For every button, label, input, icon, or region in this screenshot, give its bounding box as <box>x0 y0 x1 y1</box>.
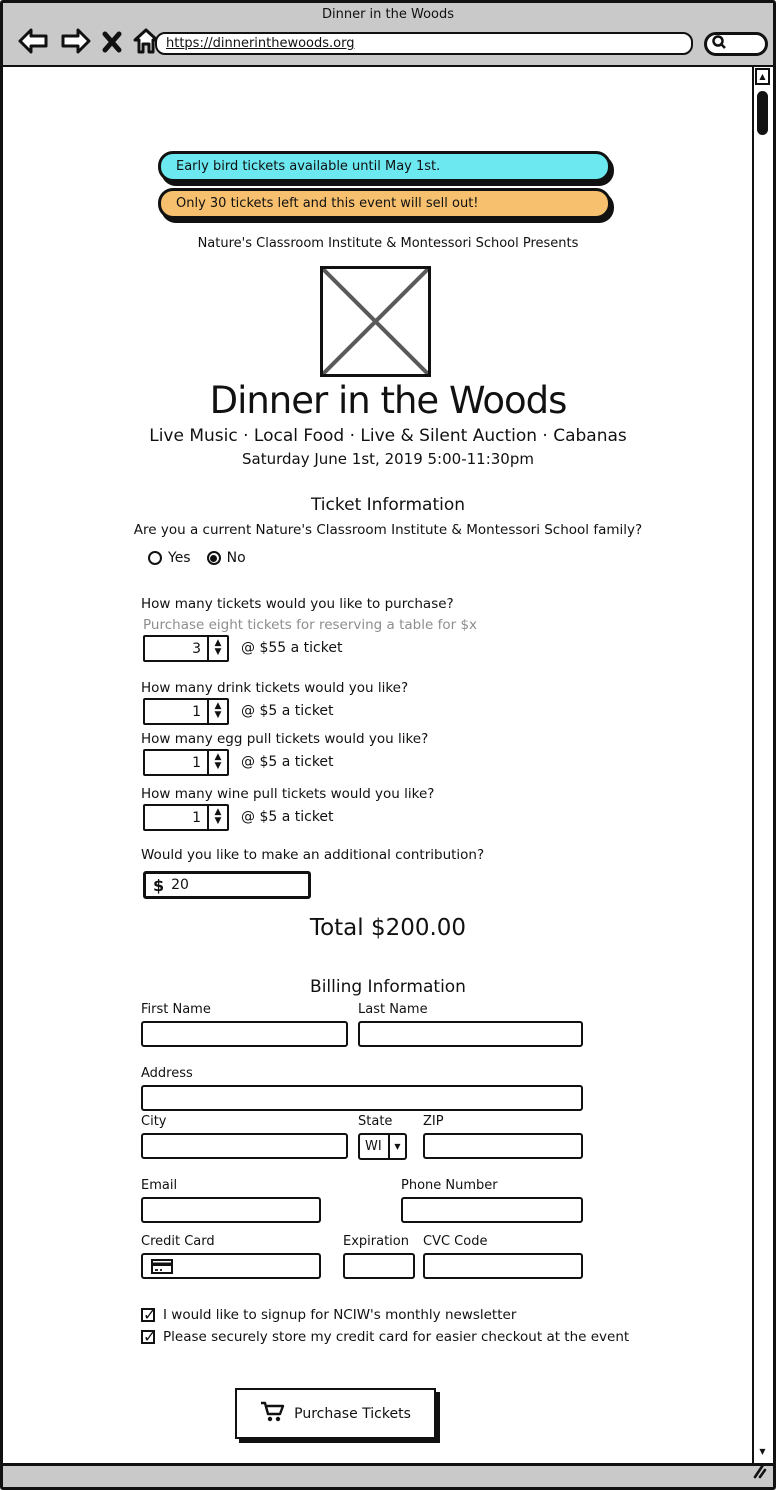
email-input[interactable] <box>141 1197 321 1223</box>
newsletter-checkbox-label: I would like to signup for NCIW's monthly newsletter <box>163 1307 517 1323</box>
early-bird-banner: Early bird tickets available until May 1st. <box>158 151 611 182</box>
egg-stepper[interactable] <box>143 749 229 776</box>
egg-price-note: @ $5 a ticket <box>241 754 334 770</box>
image-x-icon <box>323 269 428 374</box>
expiration-label: Expiration <box>343 1234 409 1249</box>
order-total: Total $200.00 <box>309 915 467 941</box>
cart-icon <box>260 1401 286 1427</box>
contribution-question: Would you like to make an additional contribution? <box>141 847 485 863</box>
scrollbar-thumb[interactable] <box>757 91 768 135</box>
egg-stepper-buttons[interactable] <box>207 751 227 774</box>
wine-stepper[interactable] <box>143 804 229 831</box>
contribution-input[interactable] <box>143 871 311 899</box>
search-icon <box>711 34 727 54</box>
search-input[interactable] <box>704 32 768 56</box>
drink-price-note: @ $5 a ticket <box>241 703 334 719</box>
contribution-value: 20 <box>171 877 189 893</box>
drink-stepper-buttons[interactable] <box>207 700 227 723</box>
wine-price-note: @ $5 a ticket <box>241 809 334 825</box>
purchase-tickets-button[interactable] <box>235 1388 436 1439</box>
stepper-down-icon[interactable] <box>215 818 222 827</box>
tickets-price-note: @ $55 a ticket <box>241 640 343 656</box>
tickets-stepper-buttons[interactable] <box>207 637 227 660</box>
vertical-scrollbar[interactable] <box>752 67 771 1463</box>
last-name-label: Last Name <box>358 1002 428 1017</box>
credit-card-icon <box>151 1259 173 1278</box>
stepper-down-icon[interactable] <box>215 712 222 721</box>
wine-stepper-buttons[interactable] <box>207 806 227 829</box>
store-card-checkbox-label: Please securely store my credit card for easier checkout at the event <box>163 1329 630 1345</box>
address-input[interactable] <box>141 1085 583 1111</box>
scroll-up-icon[interactable] <box>755 68 770 85</box>
family-question: Are you a current Nature's Classroom Institute & Montessori School family? <box>133 522 643 538</box>
cvc-label: CVC Code <box>423 1234 488 1249</box>
ticket-section-heading: Ticket Information <box>310 495 466 515</box>
window-title: Dinner in the Woods <box>321 7 455 22</box>
tickets-stepper-value[interactable]: 3 <box>192 641 201 657</box>
credit-card-input[interactable] <box>141 1253 321 1279</box>
credit-card-label: Credit Card <box>141 1234 215 1249</box>
tickets-stepper[interactable] <box>143 635 229 662</box>
phone-input[interactable] <box>401 1197 583 1223</box>
email-label: Email <box>141 1178 178 1193</box>
store-card-checkbox-row[interactable] <box>141 1329 629 1345</box>
store-card-checkbox[interactable] <box>141 1330 155 1344</box>
event-tagline: Live Music · Local Food · Live & Silent Auction · Cabanas <box>149 426 627 446</box>
state-label: State <box>358 1114 393 1129</box>
scroll-down-icon[interactable] <box>755 1445 770 1462</box>
stop-icon[interactable] <box>101 29 123 53</box>
resize-grip-icon[interactable] <box>747 1463 767 1483</box>
radio-yes-circle[interactable] <box>148 551 162 565</box>
drink-stepper[interactable] <box>143 698 229 725</box>
newsletter-checkbox-row[interactable] <box>141 1307 516 1323</box>
state-select[interactable] <box>358 1133 407 1160</box>
status-bar <box>3 1463 773 1487</box>
billing-section-heading: Billing Information <box>310 977 466 997</box>
radio-yes-label: Yes <box>168 550 191 566</box>
drink-stepper-value[interactable]: 1 <box>192 704 201 720</box>
stepper-down-icon[interactable] <box>215 649 222 658</box>
scarcity-banner: Only 30 tickets left and this event will sell out! <box>158 188 611 219</box>
chevron-down-icon[interactable] <box>388 1135 405 1158</box>
dollar-sign: $ <box>153 875 165 895</box>
first-name-label: First Name <box>141 1002 211 1017</box>
first-name-input[interactable] <box>141 1021 348 1047</box>
zip-input[interactable] <box>423 1133 583 1159</box>
purchase-tickets-label: Purchase Tickets <box>294 1405 411 1422</box>
stepper-down-icon[interactable] <box>215 763 222 772</box>
wine-question: How many wine pull tickets would you like? <box>141 786 435 802</box>
cvc-input[interactable] <box>423 1253 583 1279</box>
zip-label: ZIP <box>423 1114 444 1129</box>
wine-stepper-value[interactable]: 1 <box>192 810 201 826</box>
family-radio-group <box>148 550 246 566</box>
forward-icon[interactable] <box>59 27 92 55</box>
phone-label: Phone Number <box>401 1178 498 1193</box>
drink-question: How many drink tickets would you like? <box>141 680 409 696</box>
page-title: Dinner in the Woods <box>209 379 567 422</box>
state-select-value: WI <box>365 1139 382 1154</box>
radio-no-label: No <box>226 550 246 566</box>
address-label: Address <box>141 1066 193 1081</box>
event-image-placeholder <box>320 266 431 377</box>
presents-line: Nature's Classroom Institute & Montessori School Presents <box>197 236 579 251</box>
event-datetime: Saturday June 1st, 2019 5:00-11:30pm <box>242 450 534 468</box>
last-name-input[interactable] <box>358 1021 583 1047</box>
egg-stepper-value[interactable]: 1 <box>192 755 201 771</box>
city-input[interactable] <box>141 1133 348 1159</box>
egg-question: How many egg pull tickets would you like? <box>141 731 429 747</box>
table-reserve-hint: Purchase eight tickets for reserving a table for $x <box>143 617 478 633</box>
browser-toolbar <box>17 27 160 55</box>
radio-no[interactable] <box>207 550 246 566</box>
city-label: City <box>141 1114 167 1129</box>
tickets-question: How many tickets would you like to purchase? <box>141 596 454 612</box>
radio-no-circle[interactable] <box>207 551 221 565</box>
expiration-input[interactable] <box>343 1253 415 1279</box>
radio-yes[interactable] <box>148 550 191 566</box>
back-icon[interactable] <box>17 27 50 55</box>
newsletter-checkbox[interactable] <box>141 1308 155 1322</box>
url-input[interactable]: https://dinnerinthewoods.org <box>155 32 693 55</box>
page-content <box>3 65 773 1465</box>
